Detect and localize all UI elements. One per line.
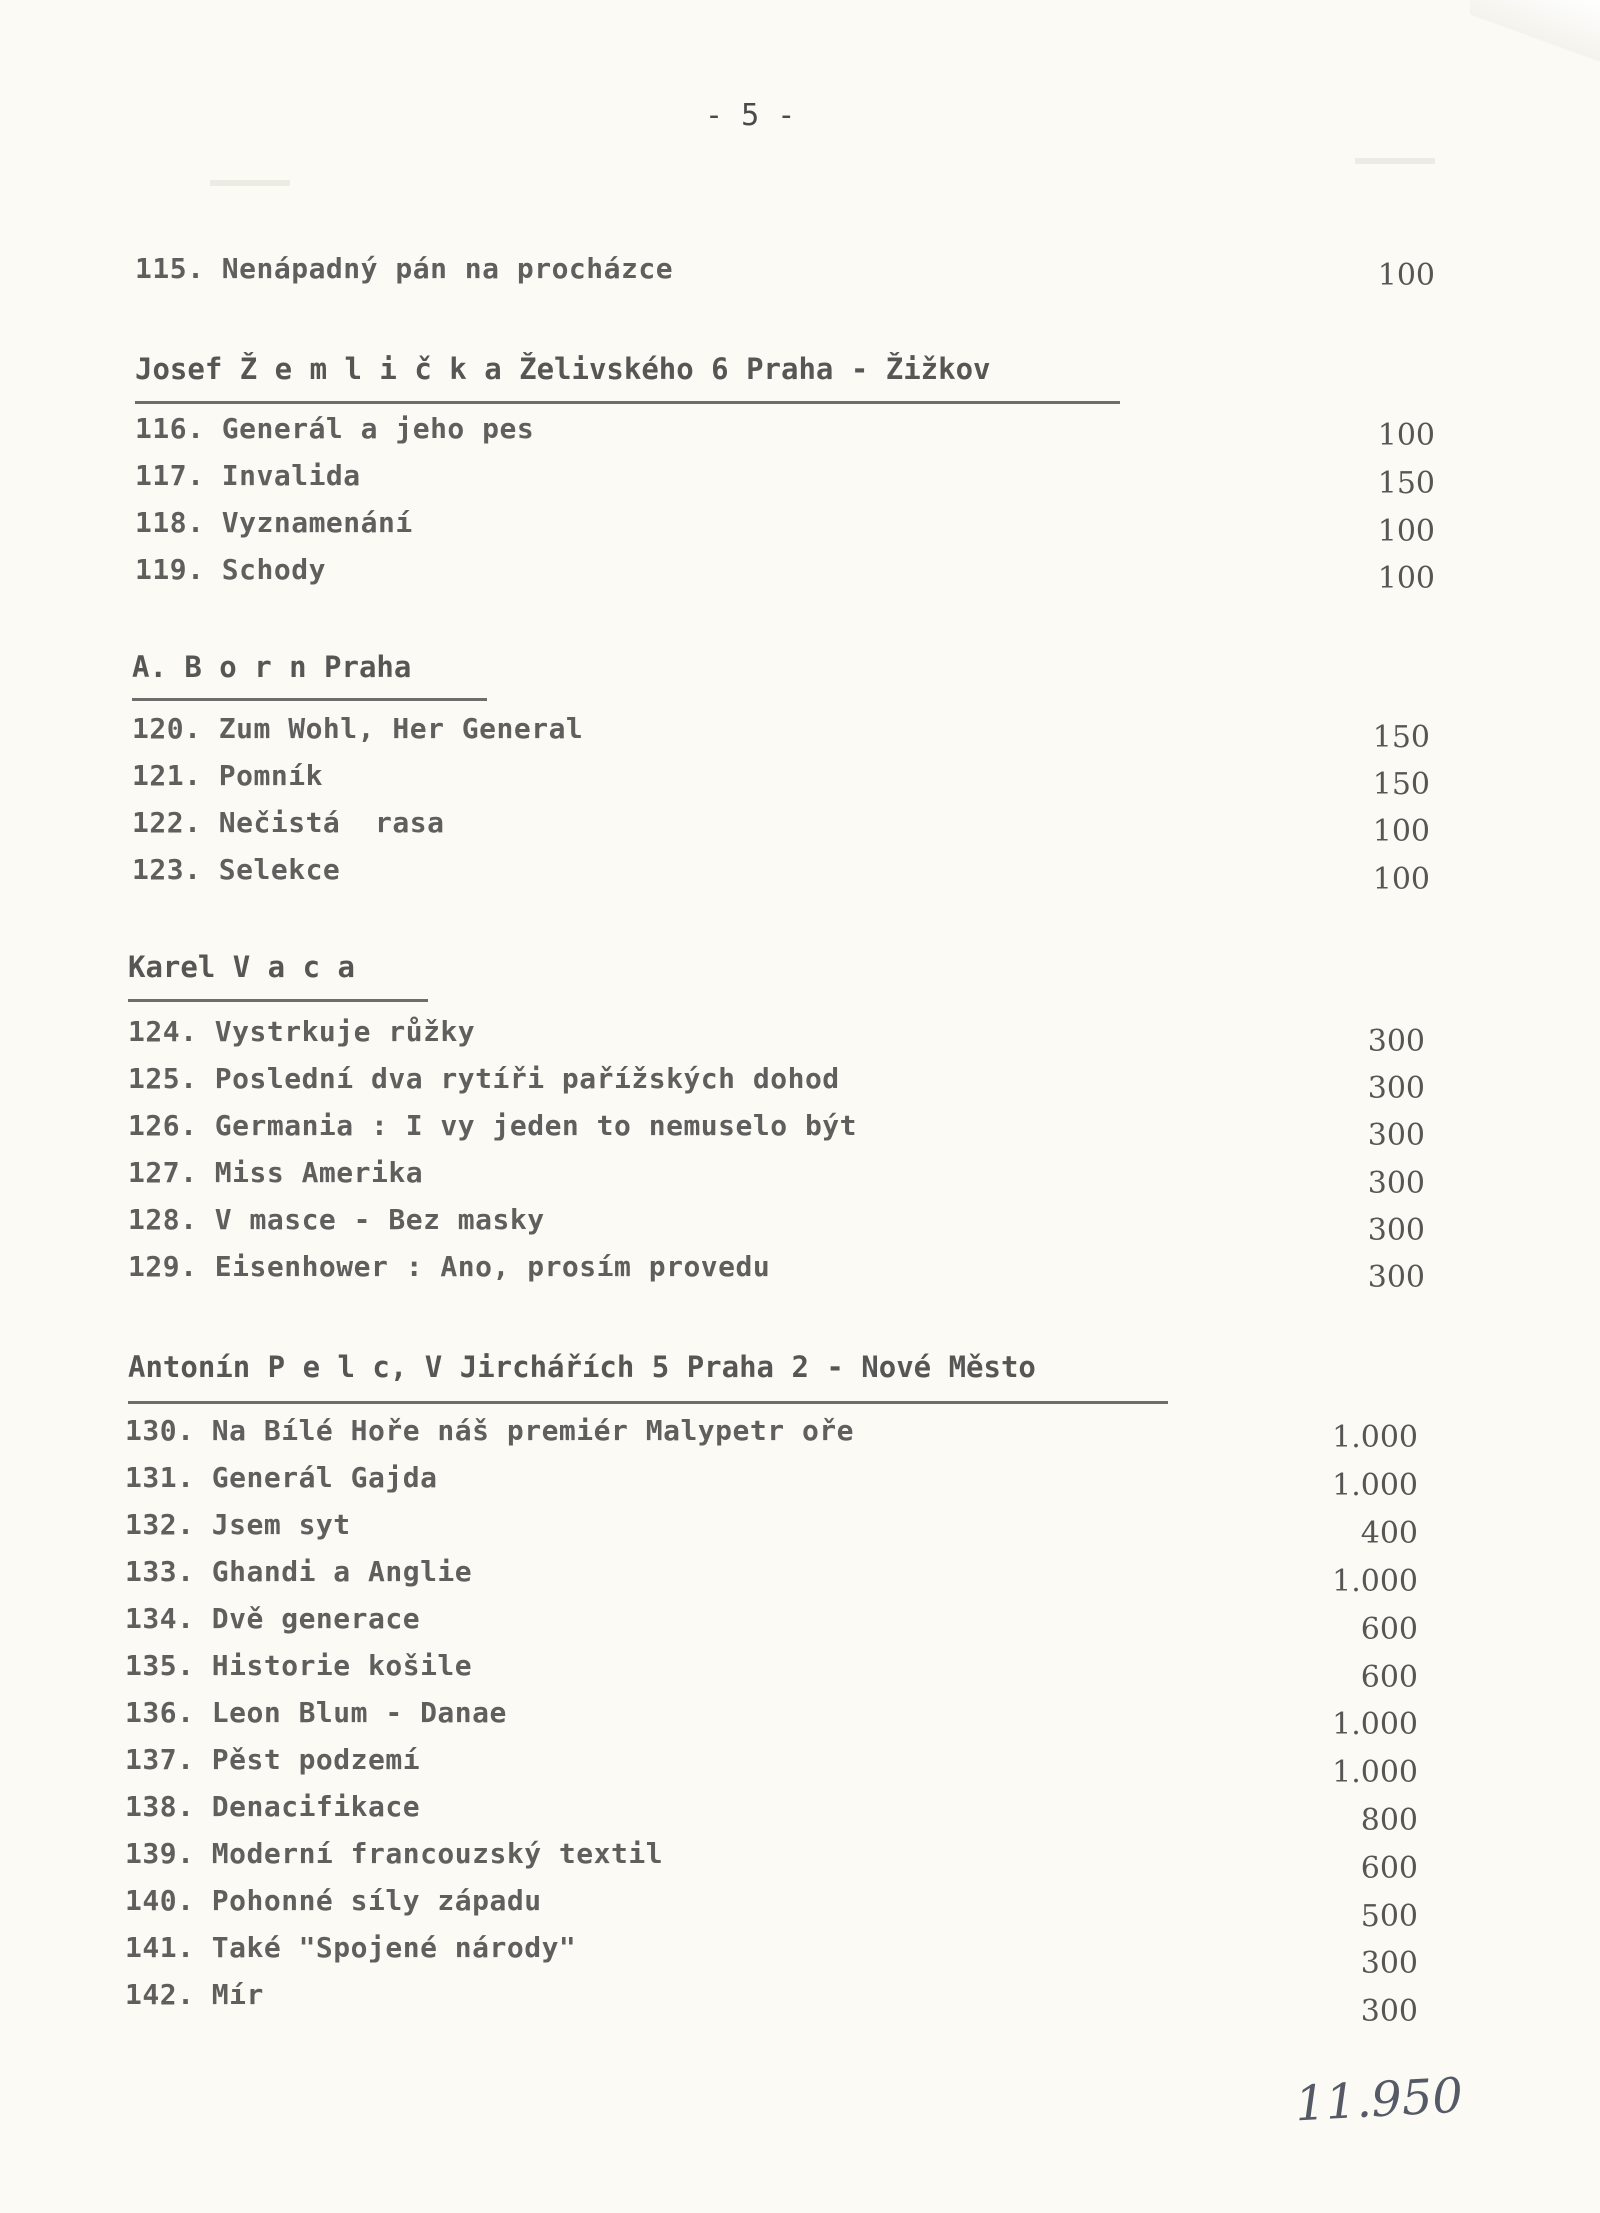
item-price: 300 (1367, 1118, 1425, 1153)
list-item: 140. Pohonné síly západu (125, 1884, 542, 1917)
list-item: 124. Vystrkuje růžky (128, 1015, 476, 1048)
item-price: 150 (1377, 466, 1435, 501)
item-price: 300 (1360, 1994, 1418, 2029)
list-item: 134. Dvě generace (125, 1602, 421, 1635)
folded-corner (1470, 0, 1600, 75)
item-price: 1.000 (1332, 1755, 1418, 1790)
list-item: 116. Generál a jeho pes (135, 412, 535, 445)
paper-smudge (210, 180, 290, 186)
list-item: 117. Invalida (135, 459, 361, 492)
list-item: 120. Zum Wohl, Her General (132, 712, 584, 745)
list-item: 133. Ghandi a Anglie (125, 1555, 473, 1588)
item-price: 800 (1360, 1803, 1418, 1838)
list-item: 121. Pomník (132, 759, 323, 792)
item-price: 100 (1372, 862, 1430, 897)
list-item: 142. Mír (125, 1978, 264, 2011)
item-price: 1.000 (1332, 1707, 1418, 1742)
item-price: 100 (1377, 418, 1435, 453)
list-item: 118. Vyznamenání (135, 506, 413, 539)
list-item: 136. Leon Blum - Danae (125, 1696, 507, 1729)
item-price: 150 (1372, 767, 1430, 802)
header-underline (135, 401, 1120, 404)
list-item: 123. Selekce (132, 853, 341, 886)
item-price: 300 (1367, 1260, 1425, 1295)
item-price: 1.000 (1332, 1420, 1418, 1455)
handwritten-total: 11.950 (1293, 2067, 1465, 2133)
list-item: 128. V masce - Bez masky (128, 1203, 545, 1236)
item-price: 500 (1360, 1899, 1418, 1934)
section-header: Josef Ž e m l i č k a Želivského 6 Praha - Žižkov (135, 352, 991, 386)
item-price: 1.000 (1332, 1468, 1418, 1503)
item-price: 300 (1367, 1024, 1425, 1059)
item-price: 300 (1367, 1166, 1425, 1201)
item-price: 100 (1377, 258, 1435, 293)
header-underline (128, 1401, 1168, 1404)
list-item: 131. Generál Gajda (125, 1461, 438, 1494)
item-price: 300 (1360, 1946, 1418, 1981)
paper-smudge (1355, 158, 1435, 164)
section-header: Antonín P e l c, V Jirchářích 5 Praha 2 - Nové Město (128, 1350, 1036, 1384)
list-item: 119. Schody (135, 553, 326, 586)
list-item: 137. Pěst podzemí (125, 1743, 421, 1776)
item-price: 150 (1372, 720, 1430, 755)
list-item: 127. Miss Amerika (128, 1156, 424, 1189)
list-item: 135. Historie košile (125, 1649, 473, 1682)
item-price: 100 (1377, 561, 1435, 596)
section-header: Karel V a c a (128, 950, 355, 984)
header-underline (132, 698, 487, 701)
item-price: 300 (1367, 1071, 1425, 1106)
item-price: 400 (1360, 1516, 1418, 1551)
item-price: 600 (1360, 1660, 1418, 1695)
list-item: 138. Denacifikace (125, 1790, 421, 1823)
list-item: 115. Nenápadný pán na procházce (135, 252, 674, 285)
page-number: - 5 - (705, 98, 796, 133)
item-price: 100 (1372, 814, 1430, 849)
item-price: 600 (1360, 1851, 1418, 1886)
item-price: 1.000 (1332, 1564, 1418, 1599)
list-item: 129. Eisenhower : Ano, prosím provedu (128, 1250, 771, 1283)
list-item: 132. Jsem syt (125, 1508, 351, 1541)
list-item: 122. Nečistá rasa (132, 806, 445, 839)
header-underline (128, 999, 428, 1002)
item-price: 600 (1360, 1612, 1418, 1647)
item-price: 100 (1377, 514, 1435, 549)
list-item: 139. Moderní francouzský textil (125, 1837, 664, 1870)
list-item: 130. Na Bílé Hoře náš premiér Malypetr oře (125, 1414, 855, 1447)
item-price: 300 (1367, 1213, 1425, 1248)
list-item: 125. Poslední dva rytíři pařížských dohod (128, 1062, 840, 1095)
list-item: 126. Germania : I vy jeden to nemuselo být (128, 1109, 858, 1142)
section-header: A. B o r n Praha (132, 650, 412, 684)
list-item: 141. Také "Spojené národy" (125, 1931, 577, 1964)
